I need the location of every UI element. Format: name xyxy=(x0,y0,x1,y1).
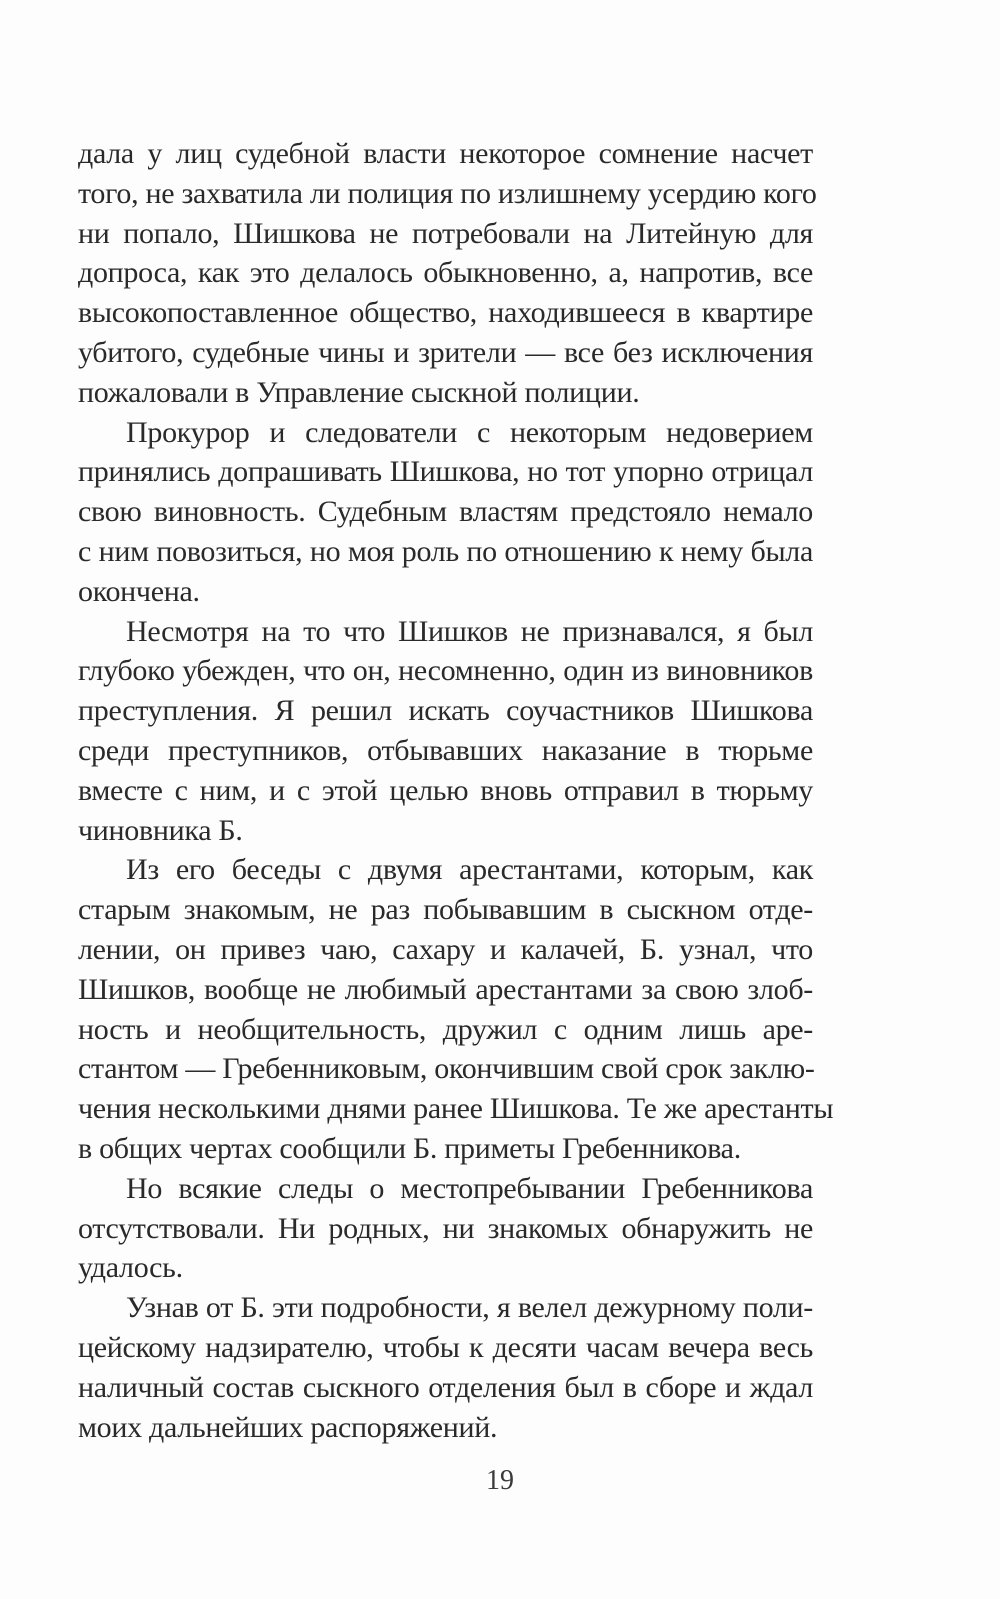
text-line: Из его беседы с двумя арестантами, которым, как xyxy=(126,853,813,887)
body-text xyxy=(78,134,834,1447)
text-line: моих дальнейших распоряжений. xyxy=(78,1410,498,1444)
paragraph-4 xyxy=(78,850,834,1168)
text-line: старым знакомым, не раз побывавшим в сыскном отде- xyxy=(78,893,813,927)
text-line: вместе с ним, и с этой целью вновь отправил в тюрьму xyxy=(78,773,813,807)
text-line: глубоко убежден, что он, несомненно, один из виновников xyxy=(78,654,813,688)
page-number: 19 xyxy=(486,1465,514,1496)
text-line: свою виновность. Судебным властям предстояло немало xyxy=(78,495,813,529)
text-line: Шишков, вообще не любимый арестантами за свою злоб- xyxy=(78,972,813,1006)
text-line: дала у лиц судебной власти некоторое сомнение насчет xyxy=(78,137,813,170)
text-line: ни попало, Шишкова не потребовали на Литейную для xyxy=(78,216,813,250)
text-line: того, не захватила ли полиция по излишнему усердию кого xyxy=(78,176,817,210)
text-line: Прокурор и следователи с некоторым недоверием xyxy=(126,415,813,449)
text-line: лении, он привез чаю, сахару и калачей, Б. узнал, что xyxy=(78,932,813,966)
text-line: пожаловали в Управление сыскной полиции. xyxy=(78,375,640,409)
paragraph-6 xyxy=(78,1288,813,1447)
text-line: высокопоставленное общество, находившееся в квартире xyxy=(78,296,813,330)
text-line: ность и необщительность, дружил с одним лишь аре- xyxy=(78,1012,813,1046)
text-line: отсутствовали. Ни родных, ни знакомых обнаружить не xyxy=(78,1211,813,1245)
text-line: принялись допрашивать Шишкова, но тот упорно отрицал xyxy=(78,455,813,489)
text-line: среди преступников, отбывавших наказание в тюрьме xyxy=(78,733,813,767)
text-line: чения несколькими днями ранее Шишкова. Те же арестанты xyxy=(78,1092,834,1126)
paragraph-5 xyxy=(78,1169,813,1288)
text-line: Несмотря на то что Шишков не признавался, я был xyxy=(126,614,813,648)
text-line: чиновника Б. xyxy=(78,813,243,847)
paragraph-3 xyxy=(78,612,813,851)
text-line: стантом — Гребенниковым, окончившим свой срок заклю- xyxy=(78,1052,815,1086)
text-line: допроса, как это делалось обыкновенно, а, напротив, все xyxy=(78,256,813,290)
text-line: окончена. xyxy=(78,574,200,608)
paragraph-1 xyxy=(78,134,817,413)
text-line: с ним повозиться, но моя роль по отношению к нему была xyxy=(78,534,813,568)
text-line: наличный состав сыскного отделения был в сборе и ждал xyxy=(78,1370,813,1404)
text-line: преступления. Я решил искать соучастников Шишкова xyxy=(78,694,813,728)
paragraph-2 xyxy=(78,413,813,612)
text-line: в общих чертах сообщили Б. приметы Гребенникова. xyxy=(78,1131,741,1165)
text-line: Но всякие следы о местопребывании Гребенникова xyxy=(126,1171,813,1205)
text-line: убитого, судебные чины и зрители — все без исключения xyxy=(78,335,813,369)
text-line: цейскому надзирателю, чтобы к десяти часам вечера весь xyxy=(78,1330,813,1364)
text-line: Узнав от Б. эти подробности, я велел дежурному поли- xyxy=(126,1291,813,1325)
text-line: удалось. xyxy=(78,1251,183,1285)
